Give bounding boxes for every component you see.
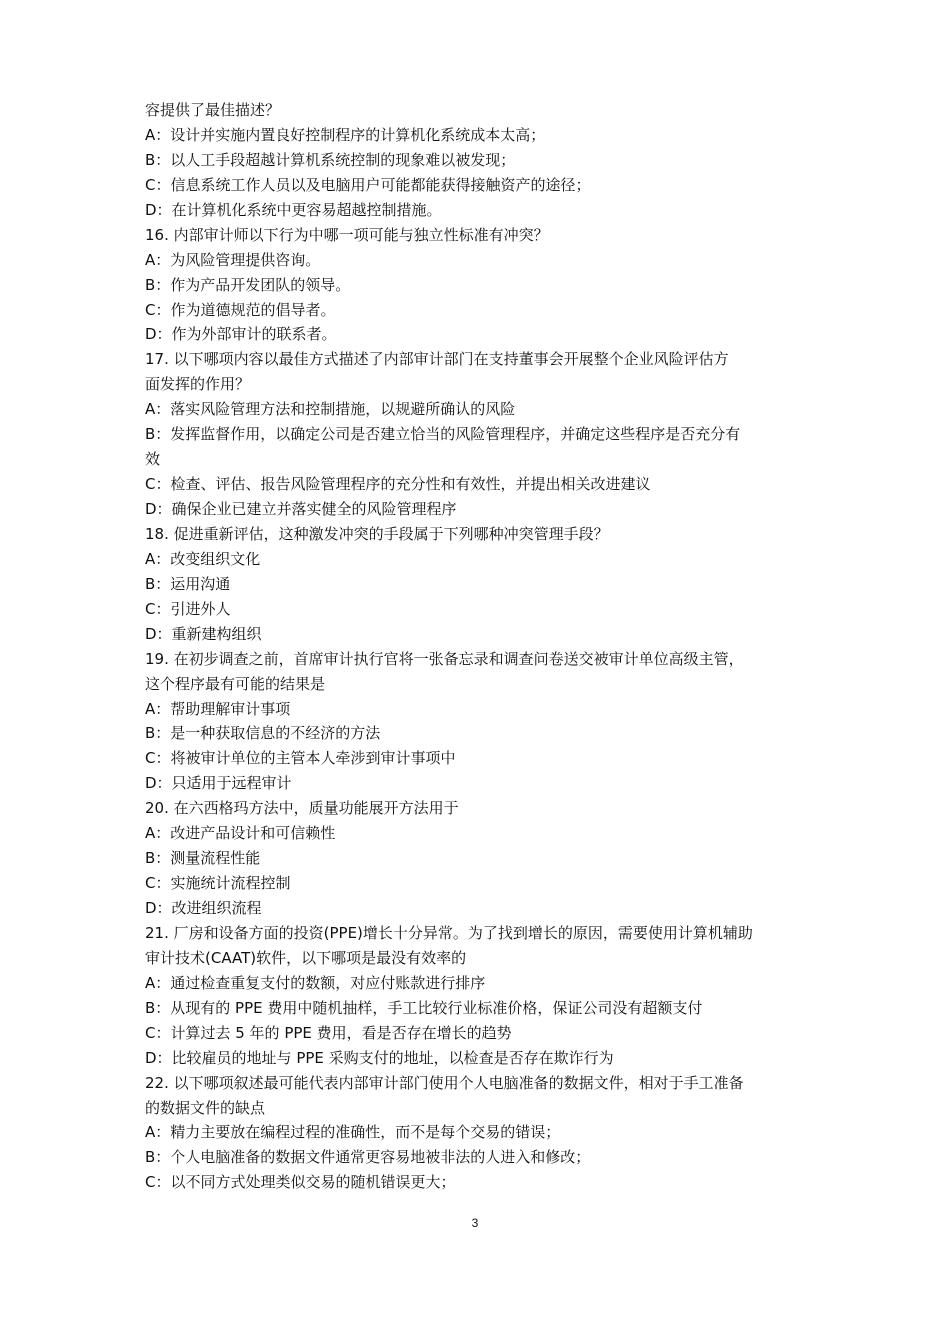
text-line: D：在计算机化系统中更容易超越控制措施。	[145, 200, 442, 219]
text-line: B：个人电脑准备的数据文件通常更容易地被非法的人进入和修改；	[145, 1148, 591, 1167]
text-line: B：发挥监督作用，以确定公司是否建立恰当的风险管理程序，并确定这些程序是否充分有	[145, 425, 741, 444]
text-line: D：比较雇员的地址与 PPE 采购支付的地址，以检查是否存在欺诈行为	[145, 1048, 614, 1067]
text-line: C：检查、评估、报告风险管理程序的充分性和有效性，并提出相关改进建议	[145, 475, 651, 494]
text-line: A：改变组织文化	[145, 549, 261, 568]
text-line: 面发挥的作用？	[145, 375, 251, 394]
text-line: C：以不同方式处理类似交易的随机错误更大；	[145, 1173, 456, 1192]
question-line: 16. 内部审计师以下行为中哪一项可能与独立性标准有冲突？	[145, 225, 549, 244]
question-line: 21. 厂房和设备方面的投资(PPE)增长十分异常。为了找到增长的原因，需要使用计算机辅助	[145, 923, 753, 942]
question-line: 18. 促进重新评估，这种激发冲突的手段属于下列哪种冲突管理手段？	[145, 524, 609, 543]
text-line: B：以人工手段超越计算机系统控制的现象难以被发现；	[145, 150, 516, 169]
text-line: C：将被审计单位的主管本人牵涉到审计事项中	[145, 749, 456, 768]
text-line: A：为风险管理提供咨询。	[145, 250, 321, 269]
text-line: D：作为外部审计的联系者。	[145, 325, 337, 344]
text-line: B：是一种获取信息的不经济的方法	[145, 724, 381, 743]
text-line: 效	[145, 450, 161, 469]
text-line: A：设计并实施内置良好控制程序的计算机化系统成本太高；	[145, 125, 546, 144]
text-line: D：只适用于远程审计	[145, 774, 292, 793]
text-line: C：引进外人	[145, 599, 231, 618]
text-line: B：运用沟通	[145, 574, 231, 593]
text-line: 这个程序最有可能的结果是	[145, 674, 326, 693]
text-line: A：落实风险管理方法和控制措施，以规避所确认的风险	[145, 400, 516, 419]
text-line: D：确保企业已建立并落实健全的风险管理程序	[145, 500, 457, 518]
text-line: A：精力主要放在编程过程的准确性，而不是每个交易的错误；	[145, 1123, 561, 1142]
text-line: C：实施统计流程控制	[145, 874, 291, 893]
text-line: B：作为产品开发团队的领导。	[145, 275, 351, 294]
page-number: 3	[471, 1216, 479, 1230]
text-line: 审计技术(CAAT)软件，以下哪项是最没有效率的	[145, 948, 467, 967]
text-line: 的数据文件的缺点	[145, 1098, 266, 1117]
text-line: C：信息系统工作人员以及电脑用户可能都能获得接触资产的途径；	[145, 175, 591, 194]
text-line: A：帮助理解审计事项	[145, 699, 291, 718]
question-line: 22. 以下哪项叙述最可能代表内部审计部门使用个人电脑准备的数据文件，相对于手工准备	[145, 1073, 744, 1092]
text-line: D：重新建构组织	[145, 624, 262, 643]
text-line: A：通过检查重复支付的数额，对应付账款进行排序	[145, 973, 486, 992]
text-line: B：测量流程性能	[145, 849, 261, 868]
text-line: A：改进产品设计和可信赖性	[145, 824, 336, 843]
text-line: D：改进组织流程	[145, 899, 262, 917]
document-body	[145, 98, 815, 1195]
question-line: 20. 在六西格玛方法中，质量功能展开方法用于	[145, 799, 459, 818]
text-line: C：作为道德规范的倡导者。	[145, 300, 336, 319]
text-line: B：从现有的 PPE 费用中随机抽样，手工比较行业标准价格，保证公司没有超额支付	[145, 998, 703, 1017]
text-line: C：计算过去 5 年的 PPE 费用，看是否存在增长的趋势	[145, 1023, 512, 1042]
text-line: 容提供了最佳描述？	[145, 101, 281, 119]
question-line: 19. 在初步调查之前，首席审计执行官将一张备忘录和调查问卷送交被审计单位高级主管，	[145, 649, 744, 668]
question-line: 17. 以下哪项内容以最佳方式描述了内部审计部门在支持董事会开展整个企业风险评估方	[145, 350, 729, 369]
